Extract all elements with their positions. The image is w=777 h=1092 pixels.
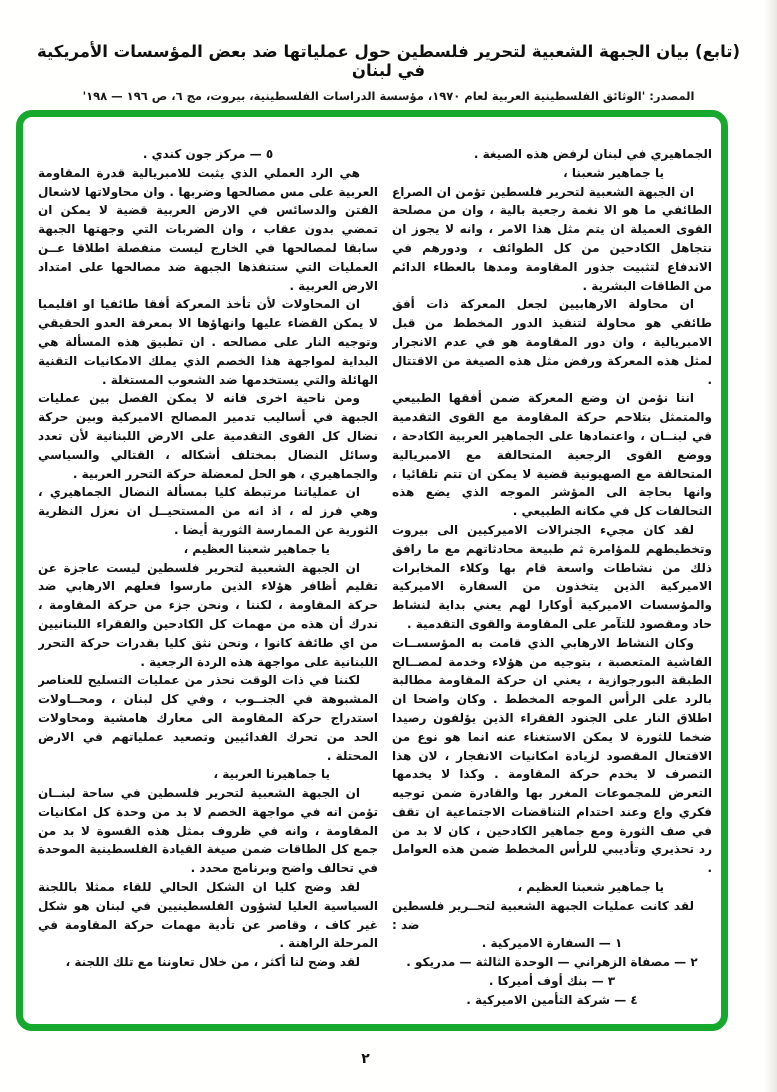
document-header <box>30 42 747 103</box>
column-right <box>392 145 712 1012</box>
scan-edge-artifact <box>764 0 777 1092</box>
list-item-4: ٤ — شركة التأمين الاميركية . <box>466 992 638 1007</box>
paragraph: هي الرد العملي الذي يثبت للامبريالية قدرة المقاومة العربية على مس مصالحها وضربها . وان محاولاتها لاشعال الفتن والدسائس في الارض العربية قضية لا يمكن ان تمضي بدون عقاب ، وان الضربات التي وجهتها الجبهة سابقا لمصالحها في الخارج ليست منفصلة اطلاقا عــن العمليات التي ستنفذها الجبهة ضد مصالحها على امتداد الارض العربية . <box>38 165 378 293</box>
paragraph: ومن ناحية اخرى فانه لا يمكن الفصل بين عمليات الجبهة في أساليب تدمير المصالح الاميركية وبين حركة نضال كل القوى التقدمية على الارض اللبنانية لأن تعدد وسائل النضال بمختلف أشكاله ، القتالي والسياسي والجماهيري ، هو الحل لمعضلة حركة التحرر العربية . <box>38 391 378 481</box>
salutation-line: يا جماهير شعبنا العظيم ، <box>517 880 664 895</box>
salutation-line: يا جماهيرنا العربية ، <box>213 767 330 782</box>
green-highlight-box <box>16 110 728 1031</box>
paragraph: لقد كان مجيء الجنرالات الاميركيين الى بيروت وتخطيطهم للمؤامرة ثم طبيعة محادثاتهم مع ما رافق ذلك من نشاطات واسعة قام بها وكلاء المخابرات الاميركية الذين يتخذون من السفارة الاميركية والمؤسسات الاميركية أوكارا لهم يعني بداية لنشاط حاد ومقصود للتآمر على المقاومة والقوى التقدمية . <box>392 522 712 631</box>
list-item-3: ٣ — بنك أوف أميركا . <box>488 974 616 989</box>
paragraph: ان عملياتنا مرتبطة كليا بمسألة النضال الجماهيري ، وهي فرز له ، اذ انه من المستحيــل ان نعزل النظرية الثورية عن الممارسة الثورية أيضا . <box>38 485 378 537</box>
paragraph: وكان النشاط الارهابي الذي قامت به المؤسســات الفاشية المتعصبة ، بتوجيه من هؤلاء وخدمة لمصــالح الطبقة البورجوازية ، يعني ان حركة المقاومة مطالبة بالرد على الرأس الموجه المخطط . وكان واضحا ان اطلاق النار على الجنود الفقراء الذين يؤلفون رصيدا ضخما للثورة لا يمكن الاستغناء عنه انما هو نوع من الافتعال المقصود لزيادة امكانيات الانفجار ، لان هذا التصرف لا يخدم حركة المقاومة . وكذا لا يخدمها التعرض للمجموعات المغرر بها والقادرة ضمن توجيه فكري واع وعند احتدام التناقضات الاجتماعية ان تقف في صف الثورة ومع جماهير الكادحين ، كان لا بد من رد تحذيري وتأديبي للرأس المخطط ضمن هذه العوامل . <box>392 635 712 876</box>
paragraph: لقد كانت عمليات الجبهة الشعبية لتحــرير فلسطين ضد : <box>392 898 694 932</box>
paragraph: اننا نؤمن ان وضع المعركة ضمن أفقها الطبيعي والمتمثل بتلاحم حركة المقاومة مع القوى التقدمية في لبنــان ، واعتمادها على الجماهير العربية الكادحة ، ووضع القوى الرجعية المتحالفة مع الامبريالية المتحالفة مع الصهيونية قضية لا يمكن ان تتم تلقائيا ، وانها بحاجة الى المؤشر الموجه الذي يضع هذه التحالفات كل في مكانه الطبيعي . <box>392 391 712 519</box>
document-source-line: المصدر: 'الوثائق الفلسطينية العربية لعام ١٩٧٠، مؤسسة الدراسات الفلسطينية، بيروت، مج ٦، ص ١٩٦ — ١٩٨' <box>82 89 695 103</box>
page-number: ٢ <box>361 1051 370 1067</box>
paragraph: ان الجبهة الشعبية لتحرير فلسطين ليست عاجزة عن تقليم أظافر هؤلاء الذين مارسوا فعلهم الارهابي ضد حركة المقاومة ، لكننا ، ونحن جزء من حركة المقاومة ، ندرك أن هذه من مهمات كل الكادحين والفقراء اللبنانيين من اي طائفة كانوا ، ونحن نثق كليا بقدرات حركة التحرر اللبنانية على مواجهة هذه الردة الرجعية . <box>38 560 378 669</box>
document-title: (تابع) بيان الجبهة الشعبية لتحرير فلسطين حول عملياتها ضد بعض المؤسسات الأمريكية في لبنان <box>36 42 740 80</box>
list-item-2: ٢ — مصفاة الزهراني — الوحدة الثالثة — مدريكو . <box>406 955 698 970</box>
salutation-line: يا جماهير شعبنا ، <box>563 165 664 180</box>
paragraph: ان الجبهة الشعبية لتحرير فلسطين في ساحة لبنــان تؤمن انه في مواجهة الخصم لا بد من وحدة كل امكانيات المقاومة ، وانه في ظروف بمثل هذه القسوة لا بد من جمع كل الطاقات ضمن صيغة القيادة الفلسطينية الموحدة في تحالف واضح وبرنامج محدد . <box>38 786 378 876</box>
paragraph: لكننا في ذات الوقت نحذر من عمليات التسليح للعناصر المشبوهة في الجنــوب ، وفي كل لبنان ، ومحــاولات استدراج حركة المقاومة الى معارك هامشية ومحاولات الحد من تحرك الفدائيين وتصعيد عملياتهم في الارض المحتلة . <box>38 673 378 763</box>
salutation-line: يا جماهير شعبنا العظيم ، <box>183 541 330 556</box>
paragraph-continuation: الجماهيري في لبنان لرفض هذه الصيغة . <box>473 147 712 161</box>
list-item-5: ٥ — مركز جون كندي . <box>142 147 274 161</box>
two-column-text-area <box>23 117 721 1024</box>
paragraph: لقد وضح كليا ان الشكل الحالي للقاء ممثلا باللجنة السياسية العليا لشؤون الفلسطينيين في لبنان هو شكل غير كاف ، وقاصر عن تأدية مهمات حركة المقاومة في المرحلة الراهنة . <box>38 880 378 951</box>
paragraph: لقد وضح لنا أكثر ، من خلال تعاوننا مع تلك اللجنة ، <box>65 955 360 970</box>
paragraph: ان الجبهة الشعبية لتحرير فلسطين تؤمن ان الصراع الطائفي ما هو الا نغمة رجعية بالية ، وان من مصلحة القوى العميلة ان يتم مثل هذا الامر ، وانه لا يجوز ان نتجاهل الكادحين من كل الطوائف ، ودورهم في الاندفاع لتثبيت جذور المقاومة ومدها بالعطاء الدائم من الطاقات البشرية . <box>392 184 712 293</box>
paragraph: ان محاولة الارهابيين لجعل المعركة ذات أفق طائفي هو محاولة لتنفيذ الدور المخطط من قبل الامبريالية ، وان دور المقاومة هو في عدم الانجرار لمثل هذه المعركة ورفض مثل هذه الصيغة من الاقتتال . <box>392 297 712 387</box>
list-item-1: ١ — السفارة الاميركية . <box>481 936 623 951</box>
paragraph: ان المحاولات لأن تأخذ المعركة أفقا طائفيا او اقليميا لا يمكن القضاء عليها وانهاؤها الا بمعرفة العدو الحقيقي وتوجيه النار على مصالحه . ان تطبيق هذه المسألة هي البداية لمواجهة هذا الخصم الذي يملك الامكانيات التقنية الهائلة والتي يستخدمها ضد الشعوب المستغلة . <box>38 297 378 387</box>
column-left <box>38 145 378 1012</box>
